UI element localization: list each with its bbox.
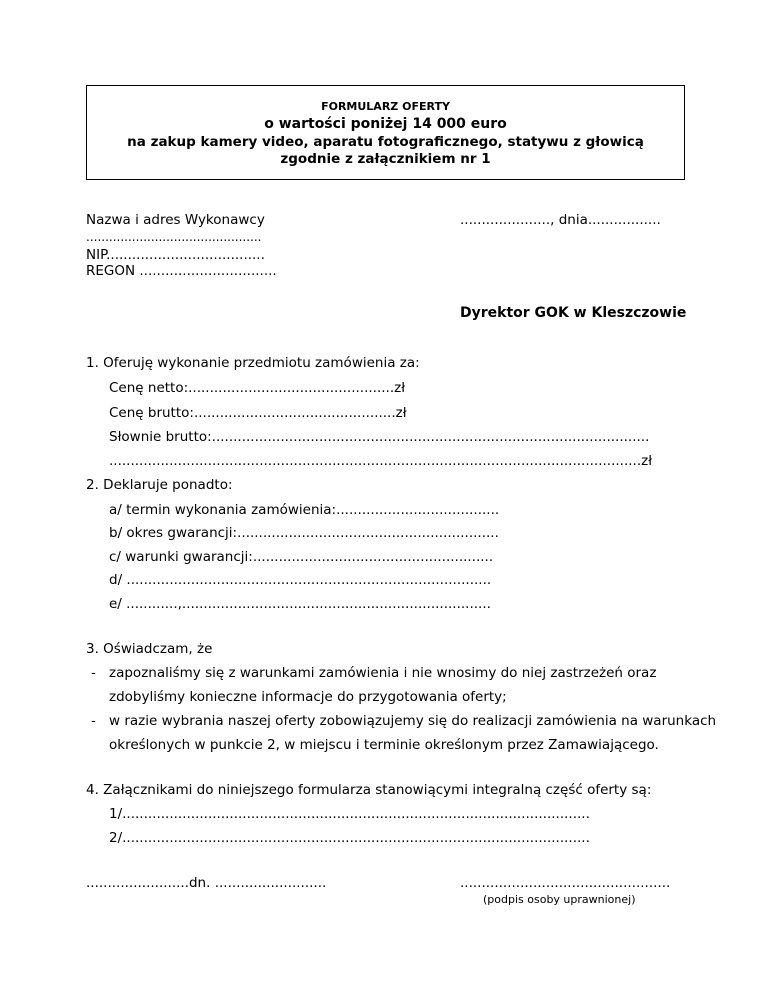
signature-label: (podpis osoby uprawnionej) — [483, 893, 636, 906]
signature-field: ................................................. — [460, 875, 671, 891]
declaration-item: e/ ............,........................................................................ — [109, 596, 491, 612]
contractor-name-label: Nazwa i adres Wykonawcy — [86, 212, 265, 228]
declaration-item: d/ ..................................................................................... — [109, 572, 492, 588]
annex-line: zgodnie z załącznikiem nr 1 — [280, 151, 491, 167]
subject-line: na zakup kamery video, aparatu fotograficznego, statywu z głowicą — [127, 134, 644, 150]
regon-field: REGON ................................ — [86, 263, 277, 279]
gross-words-continued: ............................................................................................................................zł — [109, 453, 653, 469]
addressee: Dyrektor GOK w Kleszczowie — [460, 305, 687, 321]
footer-date-field: ........................dn. .......................... — [86, 875, 327, 891]
gross-price-field: Cenę brutto:...............................................zł — [109, 405, 407, 421]
section1-title: 1. Oferuję wykonanie przedmiotu zamówienia za: — [86, 355, 420, 371]
declaration-item: c/ warunki gwarancji:........................................................ — [109, 549, 494, 565]
statement-dash: - — [91, 665, 96, 681]
section4-title: 4. Załącznikami do niniejszego formularza stanowiącymi integralną część oferty są: — [86, 782, 652, 798]
declaration-item: a/ termin wykonania zamówienia:...................................... — [109, 502, 500, 518]
net-price-field: Cenę netto:................................................zł — [109, 380, 406, 396]
statement-line: zapoznaliśmy się z warunkami zamówienia i nie wnosimy do niej zastrzeżeń oraz — [109, 665, 657, 681]
nip-field: NIP..................................... — [86, 247, 265, 263]
declaration-item: b/ okres gwarancji:............................................................. — [109, 525, 499, 541]
statement-dash: - — [91, 713, 96, 729]
contractor-name-field: .............................................. — [86, 230, 262, 244]
attachment-item: 1/............................................................................................................. — [109, 806, 590, 822]
gross-words-field: Słownie brutto:...................................................................................................... — [109, 429, 650, 445]
form-header-box — [86, 85, 685, 180]
statement-line: w razie wybrania naszej oferty zobowiązujemy się do realizacji zamówienia na warunkach — [109, 713, 717, 729]
attachment-item: 2/............................................................................................................. — [109, 830, 590, 846]
form-label: FORMULARZ OFERTY — [321, 100, 450, 113]
value-line: o wartości poniżej 14 000 euro — [264, 116, 507, 132]
statement-line: zdobyliśmy konieczne informacje do przygotowania oferty; — [109, 689, 507, 705]
section3-title: 3. Oświadczam, że — [86, 641, 213, 657]
place-date-field: ....................., dnia................. — [460, 212, 661, 228]
section2-title: 2. Deklaruje ponadto: — [86, 477, 233, 493]
statement-line: określonych w punkcie 2, w miejscu i terminie określonym przez Zamawiającego. — [109, 737, 659, 753]
